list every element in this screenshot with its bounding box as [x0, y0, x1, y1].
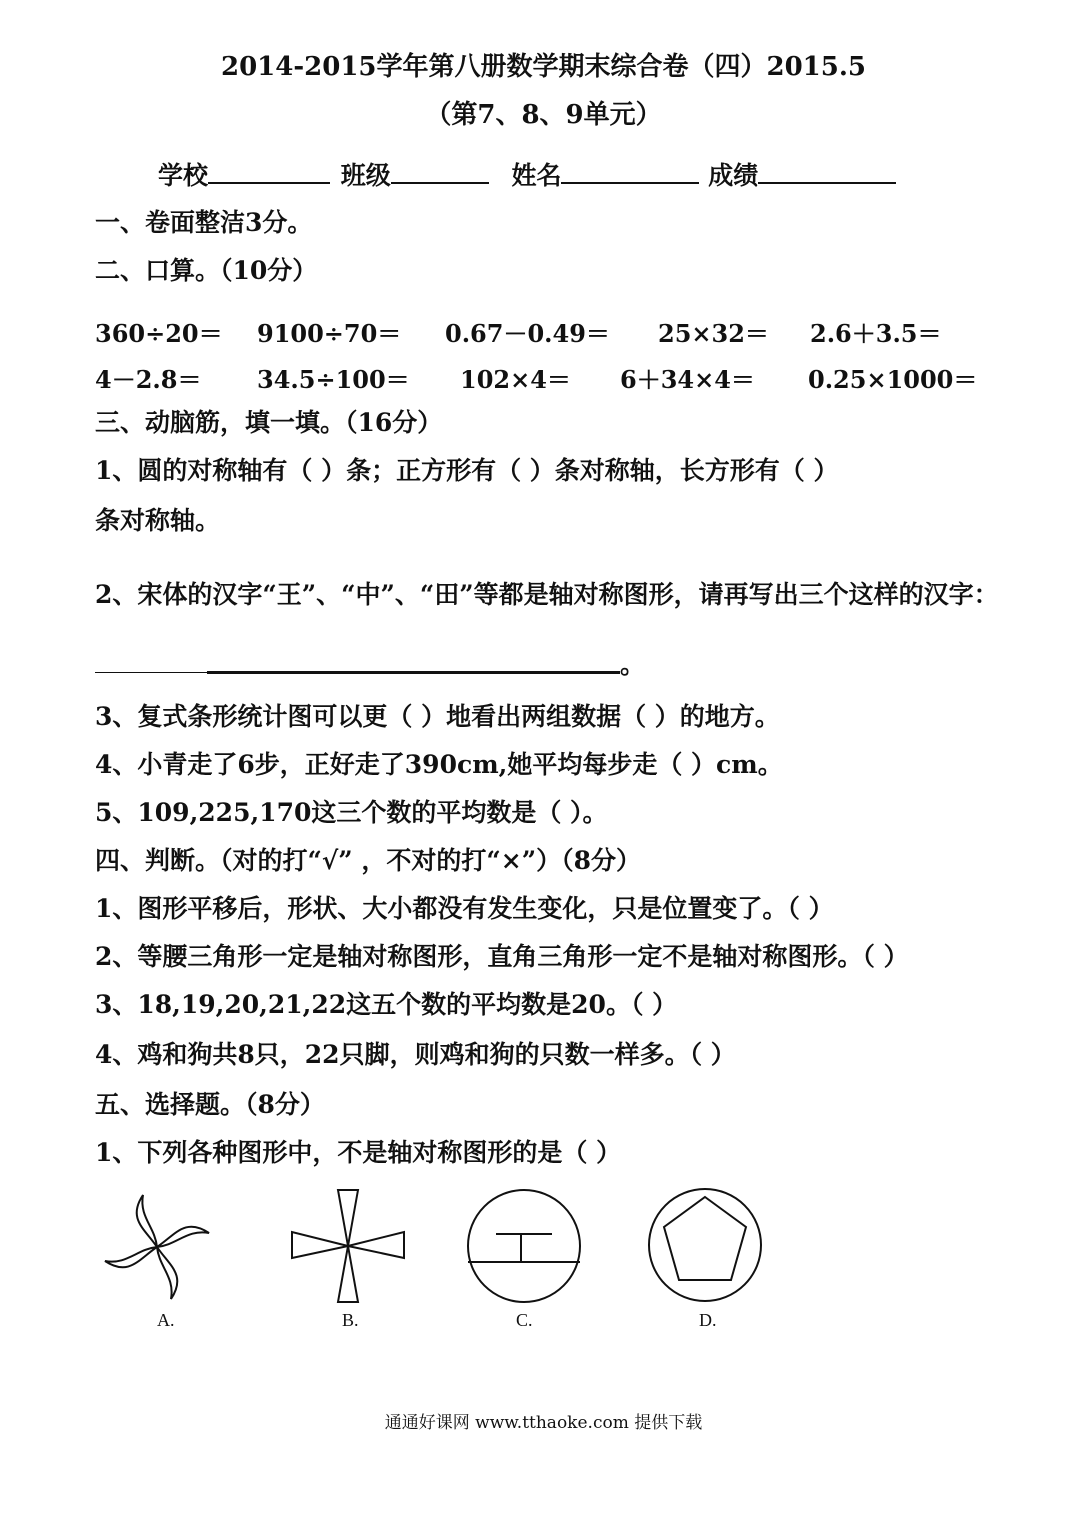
- question-3-3: 3、复式条形统计图可以更（ ）地看出两组数据（ ）的地方。: [95, 702, 780, 731]
- figure-label-c: C.: [516, 1310, 533, 1330]
- question-3-1: 1、圆的对称轴有（ ）条；正方形有（ ）条对称轴，长方形有（ ）: [95, 456, 839, 485]
- oral-item: 34.5÷100＝: [257, 365, 410, 394]
- section-4-heading: 四、判断。（对的打“√” ，不对的打“×”）（8分）: [95, 846, 641, 875]
- bowtie-cross-figure[interactable]: [288, 1186, 408, 1306]
- name-field[interactable]: [561, 158, 699, 184]
- oral-item: 0.25×1000＝: [808, 365, 978, 394]
- answer-line[interactable]: [95, 672, 207, 673]
- question-3-2: 2、宋体的汉字“王”、“中”、“田”等都是轴对称图形，请再写出三个这样的汉字：: [95, 580, 999, 609]
- section-2-heading: 二、口算。（10分）: [95, 256, 318, 285]
- question-3-4: 4、小青走了6步，正好走了390cm,她平均每步走（ ）cm。: [95, 750, 783, 779]
- oral-item: 4－2.8＝: [95, 365, 202, 394]
- figure-label-b: B.: [342, 1310, 359, 1330]
- score-label: 成绩: [708, 161, 759, 190]
- score-field[interactable]: [758, 158, 896, 184]
- footer-credit: 通通好课网 www.tthaoke.com 提供下载: [384, 1413, 703, 1433]
- circle-chord-figure[interactable]: [466, 1188, 582, 1304]
- question-3-5: 5、109,225,170这三个数的平均数是（ ）。: [95, 798, 608, 827]
- student-info-row: [158, 158, 896, 191]
- school-field[interactable]: [208, 158, 330, 184]
- figure-label-d: D.: [699, 1310, 717, 1330]
- question-5-1: 1、下列各种图形中，不是轴对称图形的是（ ）: [95, 1138, 622, 1167]
- pinwheel-crescent-figure[interactable]: [98, 1188, 216, 1306]
- oral-item: 2.6＋3.5＝: [810, 319, 942, 348]
- page-title: 2014-2015学年第八册数学期末综合卷（四）2015.5: [220, 52, 867, 82]
- oral-item: 0.67－0.49＝: [445, 319, 610, 348]
- question-4-2: 2、等腰三角形一定是轴对称图形，直角三角形一定不是轴对称图形。（ ）: [95, 942, 909, 971]
- question-3-1-cont: 条对称轴。: [95, 506, 221, 535]
- question-4-3: 3、18,19,20,21,22这五个数的平均数是20。（ ）: [95, 990, 678, 1019]
- circle-pentagon-figure[interactable]: [646, 1186, 764, 1304]
- name-label: 姓名: [511, 161, 562, 190]
- question-3-2-end: 。: [620, 650, 646, 679]
- oral-item: 25×32＝: [658, 319, 769, 348]
- question-4-1: 1、图形平移后，形状、大小都没有发生变化，只是位置变了。（ ）: [95, 894, 834, 923]
- oral-item: 6＋34×4＝: [620, 365, 755, 394]
- section-3-heading: 三、动脑筋，填一填。（16分）: [95, 408, 443, 437]
- answer-line[interactable]: [207, 671, 620, 674]
- class-label: 班级: [340, 161, 391, 190]
- page-subtitle: （第7、8、9单元）: [425, 100, 662, 130]
- section-1-heading: 一、卷面整洁3分。: [95, 208, 313, 237]
- oral-item: 9100÷70＝: [257, 319, 402, 348]
- oral-item: 360÷20＝: [95, 319, 223, 348]
- oral-item: 102×4＝: [460, 365, 571, 394]
- class-field[interactable]: [391, 158, 489, 184]
- question-4-4: 4、鸡和狗共8只，22只脚，则鸡和狗的只数一样多。（ ）: [95, 1040, 736, 1069]
- school-label: 学校: [158, 161, 209, 190]
- figure-label-a: A.: [157, 1310, 175, 1330]
- section-5-heading: 五、选择题。（8分）: [95, 1090, 325, 1119]
